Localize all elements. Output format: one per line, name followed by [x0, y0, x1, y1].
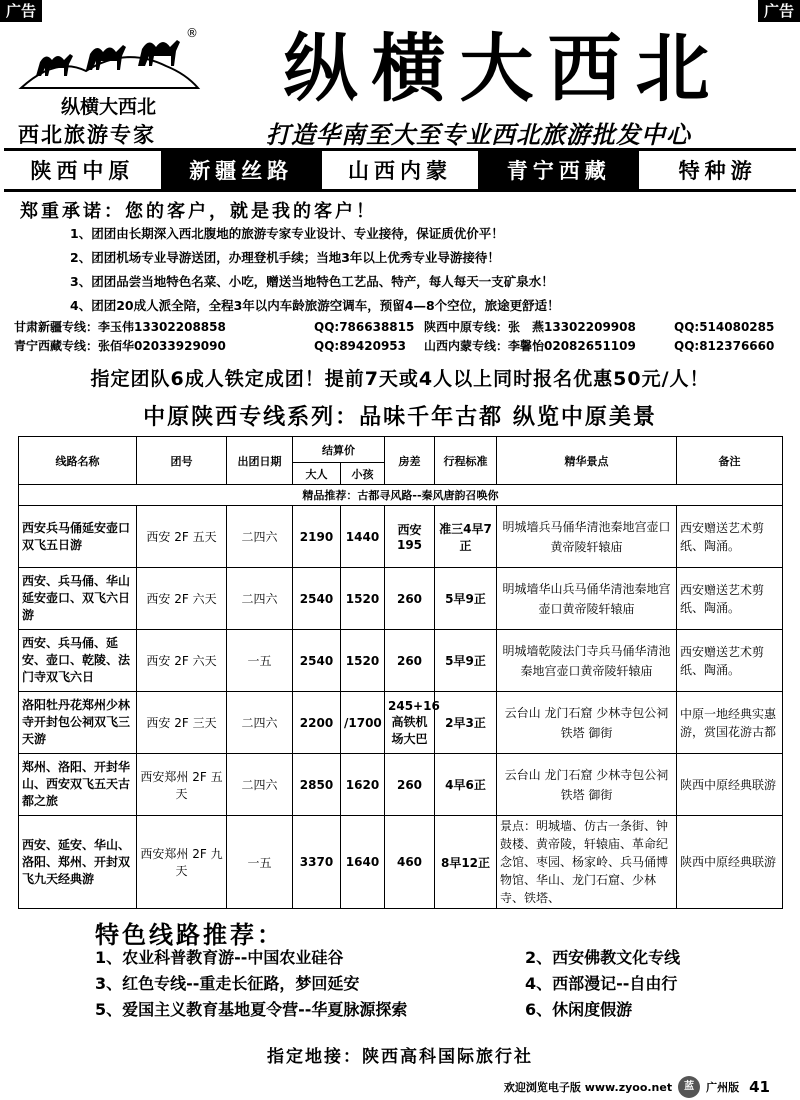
cell-dates: 二四六	[227, 506, 293, 568]
cell-name: 西安、兵马俑、延安、壶口、乾陵、法门寺双飞六日	[19, 630, 137, 692]
cell-notes: 西安赠送艺术剪纸、陶涌。	[677, 506, 783, 568]
cell-spots: 明城墙华山兵马俑华清池秦地宫壶口黄帝陵轩辕庙	[497, 568, 677, 630]
route-category: 新疆丝路	[163, 151, 322, 189]
header	[6, 22, 794, 149]
table-row	[19, 568, 783, 630]
cell-room: 西安195	[385, 506, 435, 568]
route-category-bar	[4, 148, 796, 192]
cell-spots: 明城墙兵马俑华清池秦地宫壶口黄帝陵轩辕庙	[497, 506, 677, 568]
cell-adult: 2850	[293, 754, 341, 816]
cell-name: 西安、延安、华山、洛阳、郑州、开封双飞九天经典游	[19, 816, 137, 909]
table-row	[19, 506, 783, 568]
contact-row	[14, 337, 786, 356]
cell-room: 245+16高铁机场大巴	[385, 692, 435, 754]
header-adult: 大人	[293, 463, 341, 485]
featured-item: 4、西部漫记--自由行	[525, 974, 678, 993]
offer-banner: 指定团队6成人铁定成团！提前7天或4人以上同时报名优惠50元/人！	[90, 368, 710, 390]
cell-child: 1520	[341, 630, 385, 692]
cell-spots: 云台山 龙门石窟 少林寺包公祠铁塔 御街	[497, 754, 677, 816]
ad-label-right: 广告	[758, 0, 800, 22]
route-category: 青宁西藏	[480, 151, 639, 189]
route-table	[18, 436, 783, 909]
cell-child: 1440	[341, 506, 385, 568]
cell-notes: 陕西中原经典联游	[677, 816, 783, 909]
table-row	[19, 754, 783, 816]
cell-code: 西安 2F 三天	[137, 692, 227, 754]
cell-name: 洛阳牡丹花郑州少林寺开封包公祠双飞三天游	[19, 692, 137, 754]
cell-child: 1640	[341, 816, 385, 909]
camel-logo-icon	[16, 26, 201, 96]
footer	[504, 1076, 770, 1098]
cell-room: 260	[385, 568, 435, 630]
contact-qq: QQ:89420953	[314, 339, 406, 353]
contact-qq: QQ:812376660	[674, 339, 775, 353]
table-row	[19, 692, 783, 754]
contact-qq: QQ:514080285	[674, 320, 775, 334]
ad-label-left: 广告	[0, 0, 42, 22]
slogan-left: 西北旅游专家	[18, 123, 156, 147]
header-name: 线路名称	[19, 437, 137, 485]
cell-room: 460	[385, 816, 435, 909]
header-room: 房差	[385, 437, 435, 485]
header-settle: 结算价	[293, 437, 385, 463]
contact-line: 青宁西藏专线：张佰华02033929090	[14, 339, 226, 353]
cell-room: 260	[385, 630, 435, 692]
promise-title: 郑重承诺：您的客户，就是我的客户！	[20, 201, 377, 222]
table-subheader: 精品推荐：古都寻风路--秦风唐韵召唤你	[19, 485, 783, 506]
cell-name: 西安、兵马俑、华山延安壶口、双飞六日游	[19, 568, 137, 630]
featured-title: 特色线路推荐：	[95, 921, 284, 949]
cell-dates: 一五	[227, 630, 293, 692]
cell-dates: 一五	[227, 816, 293, 909]
cell-dates: 二四六	[227, 754, 293, 816]
featured-list	[95, 945, 775, 1023]
route-category: 特种游	[678, 158, 757, 183]
cell-child: /1700	[341, 692, 385, 754]
cell-child: 1620	[341, 754, 385, 816]
publisher-icon: 蓝	[678, 1076, 700, 1098]
cell-name: 西安兵马俑延安壶口双飞五日游	[19, 506, 137, 568]
cell-spots: 云台山 龙门石窟 少林寺包公祠铁塔 御街	[497, 692, 677, 754]
contact-row	[14, 318, 786, 337]
cell-adult: 2540	[293, 568, 341, 630]
cell-notes: 西安赠送艺术剪纸、陶涌。	[677, 568, 783, 630]
cell-spots: 景点：明城墙、仿古一条街、钟鼓楼、黄帝陵，轩辕庙、革命纪念馆、枣园、杨家岭、兵马俑博物馆、华山、龙门石窟、少林寺、铁塔、	[497, 816, 677, 909]
promise-item: 1、团团由长期深入西北腹地的旅游专家专业设计、专业接待，保证质优价平！	[70, 226, 504, 241]
cell-code: 西安 2F 六天	[137, 630, 227, 692]
cell-room: 260	[385, 754, 435, 816]
footer-edition: 广州版	[706, 1081, 740, 1094]
camel-logo	[16, 26, 201, 118]
cell-dates: 二四六	[227, 568, 293, 630]
featured-item: 5、爱国主义教育基地夏令营--华夏脉源探索	[95, 1000, 408, 1019]
featured-item: 3、红色专线--重走长征路，梦回延安	[95, 974, 360, 993]
registered-mark: ®	[186, 26, 198, 40]
table-row	[19, 630, 783, 692]
contact-line: 山西内蒙专线：李馨怡02082651109	[424, 339, 636, 353]
cell-notes: 陕西中原经典联游	[677, 754, 783, 816]
promise-item: 3、团团品尝当地特色名菜、小吃，赠送当地特色工艺品、特产，每人每天一支矿泉水！	[70, 274, 554, 289]
header-notes: 备注	[677, 437, 783, 485]
featured-item: 1、农业科普教育游--中国农业硅谷	[95, 948, 344, 967]
cell-adult: 2200	[293, 692, 341, 754]
cell-dates: 二四六	[227, 692, 293, 754]
cell-notes: 西安赠送艺术剪纸、陶涌。	[677, 630, 783, 692]
table-subheader-row	[19, 485, 783, 506]
cell-child: 1520	[341, 568, 385, 630]
designated-agency: 指定地接：陕西高科国际旅行社	[267, 1047, 533, 1067]
series-banner: 中原陕西专线系列：品味千年古都 纵览中原美景	[143, 405, 657, 430]
cell-spots: 明城墙乾陵法门寺兵马俑华清池秦地宫壶口黄帝陵轩辕庙	[497, 630, 677, 692]
cell-adult: 2540	[293, 630, 341, 692]
promise-item: 4、团团20成人派全陪，全程3年以内车龄旅游空调车，预留4—8个空位，旅途更舒适！	[70, 298, 560, 313]
promise-item: 2、团团机场专业导游送团，办理登机手续；当地3年以上优秀专业导游接待！	[70, 250, 500, 265]
cell-standard: 5早9正	[435, 568, 497, 630]
table-header-row	[19, 437, 783, 463]
cell-adult: 3370	[293, 816, 341, 909]
cell-code: 西安郑州 2F 九天	[137, 816, 227, 909]
table-row	[19, 816, 783, 909]
contact-qq: QQ:786638815	[314, 320, 415, 334]
promise-list	[70, 222, 780, 318]
big-title: 纵横大西北	[283, 26, 724, 112]
featured-item: 6、休闲度假游	[525, 1000, 633, 1019]
header-standard: 行程标准	[435, 437, 497, 485]
cell-standard: 2早3正	[435, 692, 497, 754]
contact-line: 甘肃新疆专线：李玉伟13302208858	[14, 320, 226, 334]
header-dates: 出团日期	[227, 437, 293, 485]
header-code: 团号	[137, 437, 227, 485]
contact-list	[14, 318, 786, 356]
featured-item: 2、西安佛教文化专线	[525, 948, 681, 967]
cell-standard: 8早12正	[435, 816, 497, 909]
cell-code: 西安 2F 五天	[137, 506, 227, 568]
logo-text: 纵横大西北	[60, 96, 156, 118]
page-number: 41	[749, 1078, 770, 1096]
cell-adult: 2190	[293, 506, 341, 568]
cell-standard: 4早6正	[435, 754, 497, 816]
contact-line: 陕西中原专线：张 燕13302209908	[424, 320, 636, 334]
slogan-right: 打造华南至大至专业西北旅游批发中心	[266, 121, 691, 149]
cell-standard: 5早9正	[435, 630, 497, 692]
header-spots: 精华景点	[497, 437, 677, 485]
header-child: 小孩	[341, 463, 385, 485]
route-category: 陕西中原	[4, 151, 163, 189]
route-category: 山西内蒙	[322, 151, 481, 189]
cell-standard: 准三4早7正	[435, 506, 497, 568]
cell-code: 西安郑州 2F 五天	[137, 754, 227, 816]
cell-name: 郑州、洛阳、开封华山、西安双飞五天古都之旅	[19, 754, 137, 816]
cell-notes: 中原一地经典实惠游，赏国花游古都	[677, 692, 783, 754]
cell-code: 西安 2F 六天	[137, 568, 227, 630]
footer-text: 欢迎浏览电子版 www.zyoo.net	[503, 1081, 673, 1094]
